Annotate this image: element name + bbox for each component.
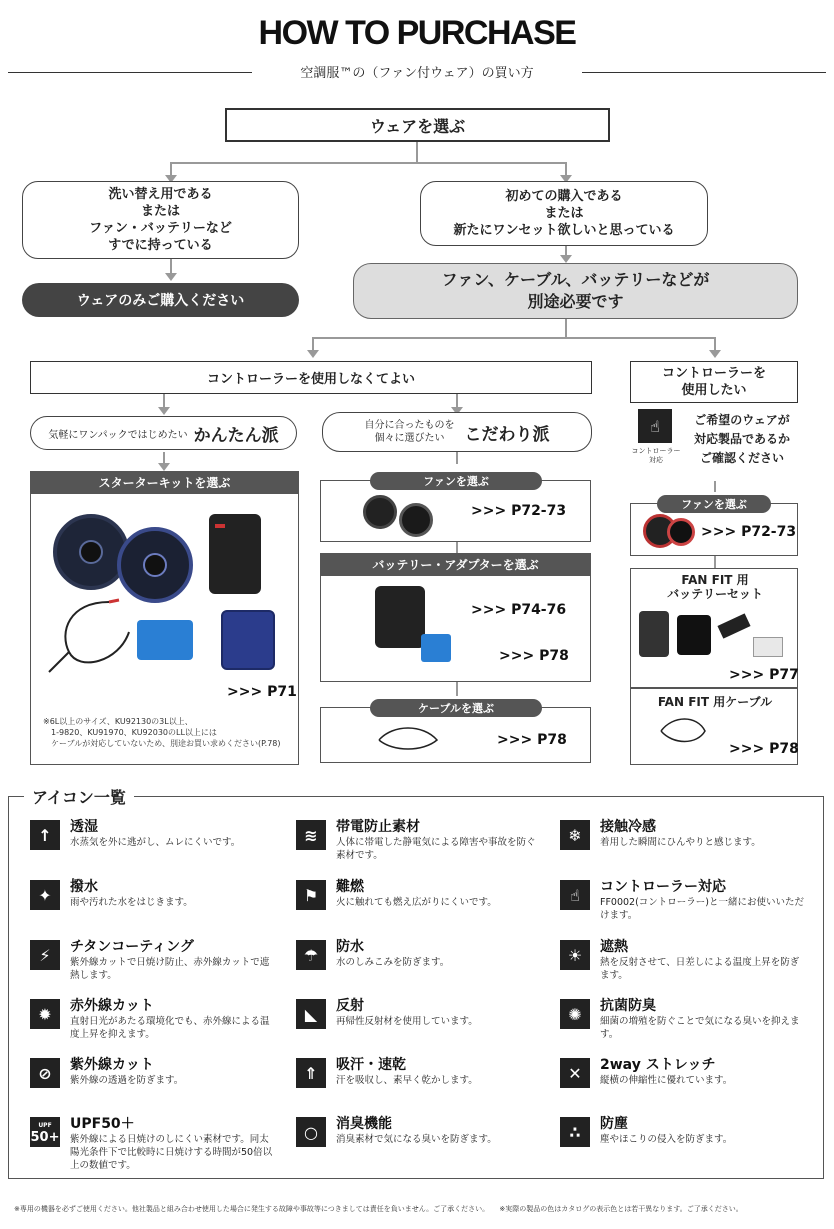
controller-icon: ☝ (638, 409, 672, 443)
icon-item-title: コントローラー対応 (600, 879, 726, 895)
icon-item-desc: 紫外線による日焼けのしにくい素材です。同太陽光条件下で比較時に日焼けする時間が50倍以上の数値です。 (70, 1134, 273, 1171)
icon-item-desc: 熱を反射させて、日差しによる温度上昇を防ぎます。 (600, 957, 800, 981)
adapter-page-ref: >>> P78 (499, 648, 569, 664)
adapter-product-image (137, 620, 193, 660)
connector (456, 682, 458, 696)
connector (565, 318, 567, 338)
antibacterial-icon: ✺ (560, 999, 590, 1029)
right-fan-tag: ファンを選ぶ (657, 495, 771, 513)
heat-shield-icon: ☀ (560, 940, 590, 970)
connector (312, 337, 314, 351)
battery-product-image (375, 586, 425, 648)
starter-note-line: ※6L以上のサイズ、KU92130の3L以上、 (43, 717, 193, 726)
right-case-line: 新たにワンセット欲しいと思っている (453, 223, 675, 238)
icon-item-title: 遮熱 (600, 939, 628, 955)
icon-item-title: 撥水 (70, 879, 98, 895)
fan-page-ref: >>> P72-73 (471, 503, 567, 519)
icon-item-title: 反射 (336, 998, 364, 1014)
needs-parts-box (353, 263, 798, 319)
footer (14, 1204, 824, 1214)
controller-line: 使用したい (681, 383, 747, 398)
pouch-product-image (221, 610, 275, 670)
left-case-box (22, 181, 299, 259)
right-case-line: または (544, 206, 584, 221)
custom-prefix-line: 個々に選びたい (374, 433, 445, 444)
icon-item-desc: FF0002(コントローラー)と一緒にお使いいただけます。 (600, 897, 805, 921)
cool-touch-icon: ❄ (560, 820, 590, 850)
controller-note-line: ご確認ください (699, 451, 784, 465)
left-case-line: ファン・バッテリーなど (89, 221, 232, 236)
footer-right: ※実際の製品の色はカタログの表示色とは若干異なります。ご了承ください。 (499, 1205, 743, 1213)
fan-tag: ファンを選ぶ (370, 472, 542, 490)
fanfit-cable-panel (630, 688, 798, 765)
icon-item-title: 紫外線カット (70, 1057, 154, 1073)
quick-dry-icon: ⇑ (296, 1058, 326, 1088)
icon-item-title: 抗菌防臭 (600, 998, 656, 1014)
icon-item-title: チタンコーティング (70, 939, 194, 955)
cable-product-image (373, 722, 443, 756)
controller-icon-label-line: 対応 (649, 456, 663, 464)
left-case-line: すでに持っている (108, 238, 213, 253)
icon-item-desc: 細菌の増殖を防ぐことで気になる臭いを抑えます。 (600, 1016, 800, 1040)
select-wear-box (225, 108, 610, 142)
arrow-icon (709, 350, 721, 358)
fanfit-battery-panel (630, 568, 798, 688)
controller-note (630, 405, 798, 481)
starter-kit-panel (30, 471, 299, 765)
connector (456, 452, 458, 464)
connector (416, 141, 418, 163)
upf-icon (30, 1117, 60, 1147)
controller-note-line: ご希望のウェアが (694, 413, 790, 427)
arrow-icon (307, 350, 319, 358)
footer-left: ※専用の機器を必ずご使用ください。他社製品と組み合わせ使用した場合に発生する故障や事故等につきましては責任を負いません。ご了承ください。 (14, 1205, 490, 1213)
easy-box (30, 416, 297, 450)
wear-only-label: ウェアのみご購入ください (76, 293, 245, 309)
upf-badge-big: 50+ (30, 1130, 60, 1145)
icon-item-title: 吸汗・速乾 (336, 1057, 406, 1073)
icon-item-desc: 消臭素材で気になる臭いを防ぎます。 (336, 1134, 497, 1145)
cable-page-ref: >>> P78 (497, 732, 567, 748)
wear-only-result (22, 283, 299, 317)
uv-cut-icon: ⊘ (30, 1058, 60, 1088)
cable-product-image (653, 713, 713, 749)
controller-icon: ☝ (560, 880, 590, 910)
controller-note-text (686, 411, 798, 468)
battery-product-image (209, 514, 261, 594)
waterproof-icon: ☂ (296, 940, 326, 970)
icon-item-desc: 雨や汚れた水をはじきます。 (70, 897, 193, 908)
moisture-icon: ↑ (30, 820, 60, 850)
no-controller-label: コントローラーを使用しなくてよい (206, 372, 415, 387)
left-case-line: または (140, 204, 180, 219)
controller-line: コントローラーを (661, 366, 766, 381)
starter-page-ref: >>> P71 (227, 684, 297, 700)
icon-item-title: 防塵 (600, 1116, 628, 1132)
fan-product-image (667, 518, 695, 546)
battery-product-image (639, 611, 669, 657)
connector (170, 162, 172, 176)
fanfit-cable-page-ref: >>> P78 (729, 741, 799, 757)
icon-item-desc: 汗を吸収し、素早く乾かします。 (336, 1075, 478, 1086)
icon-item-desc: 人体に帯電した静電気による障害や事故を防ぐ素材です。 (336, 837, 536, 861)
custom-box (322, 412, 592, 452)
needs-parts-line: 別途必要です (527, 292, 624, 311)
connector (714, 337, 716, 351)
icon-item-desc: 火に触れても燃え広がりにくいです。 (336, 897, 497, 908)
icon-item-desc: 紫外線の透過を防ぎます。 (70, 1075, 184, 1086)
pouch-product-image (677, 615, 711, 655)
dustproof-icon: ∴ (560, 1117, 590, 1147)
page-subtitle: 空調服™の（ファン付ウェア）の買い方 (300, 66, 534, 81)
fanfit-battery-title (631, 573, 799, 601)
starter-note-line: ケーブルが対応していないため、別途お買い求めください(P.78) (51, 739, 281, 748)
icon-item-title: 透湿 (70, 819, 98, 835)
adapter-product-image (421, 634, 451, 662)
arrow-icon (158, 463, 170, 471)
no-controller-box (30, 361, 592, 394)
custom-prefix-line: 自分に合ったものを (364, 420, 455, 431)
infrared-icon: ✹ (30, 999, 60, 1029)
fan-product-image (399, 503, 433, 537)
starter-note (43, 716, 293, 749)
right-fan-page-ref: >>> P72-73 (701, 524, 797, 540)
icon-item-title: 2way ストレッチ (600, 1057, 716, 1073)
fan-product-image (53, 514, 129, 590)
connector (565, 162, 567, 176)
adapter-product-image (753, 637, 783, 657)
connector (714, 556, 716, 568)
flame-retardant-icon: ⚑ (296, 880, 326, 910)
arrow-icon (158, 407, 170, 415)
subtitle-rule-right (582, 72, 826, 73)
icon-item-title: 難燃 (336, 879, 364, 895)
battery-page-ref: >>> P74-76 (471, 602, 567, 618)
connector (456, 394, 458, 408)
icon-item-title: 帯電防止素材 (336, 819, 420, 835)
cable-product-image (39, 592, 135, 682)
icon-item-title: 接触冷感 (600, 819, 656, 835)
fanfit-battery-page-ref: >>> P77 (729, 667, 799, 683)
controller-icon-label-line: コントローラー (631, 447, 681, 455)
arrow-icon (560, 255, 572, 263)
left-case-line: 洗い替え用である (108, 187, 213, 202)
controller-icon-label (630, 447, 682, 465)
icon-item-desc: 直射日光があたる環境化でも、赤外線による温度上昇を抑えます。 (70, 1016, 270, 1040)
icon-item-title: 防水 (336, 939, 364, 955)
icon-item-desc: 再帰性反射材を使用しています。 (336, 1016, 478, 1027)
icon-item-desc: 塵やほこりの侵入を防ぎます。 (600, 1134, 733, 1145)
icon-item-desc: 水蒸気を外に逃がし、ムレにくいです。 (70, 837, 241, 848)
controller-box (630, 361, 798, 403)
connector (714, 480, 716, 492)
icon-item-title: 赤外線カット (70, 998, 154, 1014)
upf-badge-small: UPF (38, 1122, 52, 1129)
easy-prefix: 気軽にワンパックではじめたい (48, 429, 188, 441)
connector (170, 258, 172, 274)
right-case-box (420, 181, 708, 246)
fanfit-battery-title-line: バッテリーセット (667, 587, 763, 601)
starter-note-line: 1-9820、KU91970、KU92030のLL以上には (51, 728, 217, 737)
icon-item-title: 消臭機能 (336, 1116, 392, 1132)
fan-product-image (363, 495, 397, 529)
connector (170, 162, 566, 164)
starter-kit-header: スターターキットを選ぶ (31, 472, 298, 494)
cable-product-image (717, 613, 750, 638)
arrow-icon (165, 273, 177, 281)
needs-parts-line: ファン、ケーブル、バッテリーなどが (441, 270, 710, 289)
water-repellent-icon: ✦ (30, 880, 60, 910)
stretch-icon: ✕ (560, 1058, 590, 1088)
fanfit-battery-title-line: FAN FIT 用 (681, 573, 749, 587)
connector (312, 337, 715, 339)
controller-note-line: 対応製品であるか (693, 432, 790, 446)
select-wear-label: ウェアを選ぶ (369, 116, 466, 136)
battery-header: バッテリー・アダプターを選ぶ (321, 554, 590, 576)
custom-prefix (365, 419, 455, 445)
icon-item-desc: 水のしみこみを防ぎます。 (336, 957, 450, 968)
reflective-icon: ◣ (296, 999, 326, 1029)
cable-tag: ケーブルを選ぶ (370, 699, 542, 717)
icon-item-desc: 縦横の伸縮性に優れています。 (600, 1075, 733, 1086)
custom-label: こだわり派 (464, 424, 550, 445)
battery-panel (320, 553, 591, 682)
titanium-icon: ⚡ (30, 940, 60, 970)
icon-list-title: アイコン一覧 (24, 785, 134, 808)
subtitle-rule-left (8, 72, 252, 73)
right-case-line: 初めての購入である (505, 189, 623, 204)
icon-item-desc: 着用した瞬間にひんやりと感じます。 (600, 837, 761, 848)
icon-item-desc: 紫外線カットで日焼け防止、赤外線カットで遮熱します。 (70, 957, 270, 981)
page-title: HOW TO PURCHASE (258, 14, 576, 52)
fanfit-cable-title: FAN FIT 用ケーブル (657, 695, 773, 709)
connector (163, 394, 165, 408)
deodorant-icon: ○ (296, 1117, 326, 1147)
antistatic-icon: ≋ (296, 820, 326, 850)
icon-item-title: UPF50＋ (70, 1116, 135, 1132)
easy-label: かんたん派 (193, 425, 279, 446)
